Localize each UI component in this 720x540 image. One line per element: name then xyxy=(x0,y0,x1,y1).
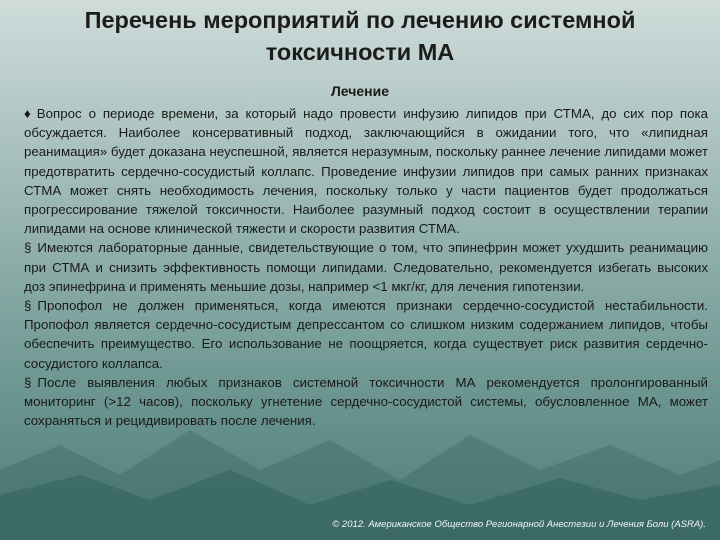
paragraph-text: После выявления любых признаков системной токсичности МА рекомендуется пролонгированный мониторинг (>12 часов), поскольку угнетение сердечно-сосудистой системы, обусловленное МА, может сохраняться и рецидивировать после лечения. xyxy=(24,374,708,429)
paragraph-text: Пропофол не должен применяться, когда имеются признаки сердечно-сосудистой нестабильности. Пропофол является сердечно-сосудистым депрессантом со слишком низким содержанием липидов, чтобы обеспечить преимущество. Его использование не поощряется, когда существует риск развития сердечно-сосудистого коллапса. xyxy=(24,298,708,371)
paragraph xyxy=(24,238,708,296)
section-bullet-icon: § xyxy=(24,374,32,390)
section-heading: Лечение xyxy=(330,83,390,99)
title-line-2: токсичности МА xyxy=(265,39,455,65)
section-bullet-icon: § xyxy=(24,240,32,256)
paragraph xyxy=(24,296,708,373)
paragraph-text: Имеются лабораторные данные, свидетельствующие о том, что эпинефрин может ухудшить реанимацию при СТМА и снизить эффективность помощи липидами. Следовательно, рекомендуется избегать высоких доз эпинефрина и применять меньшие дозы, например <1 мкг/кг, для лечения гипотензии. xyxy=(24,240,708,294)
body-text xyxy=(24,104,708,430)
title-line-1: Перечень мероприятий по лечению системной xyxy=(84,7,636,33)
paragraph xyxy=(24,373,708,431)
section-bullet-icon: § xyxy=(24,298,32,314)
paragraph xyxy=(24,104,708,238)
copyright-footer: © 2012. Американское Общество Регионарной Анестезии и Лечения Боли (ASRA). xyxy=(332,519,706,530)
page-title xyxy=(20,4,700,68)
paragraph-text: Вопрос о периоде времени, за который надо провести инфузию липидов при СТМА, до сих пор пока обсуждается. Наиболее консервативный подход, заключающийся в ожидании того, что «липидная реанимация» будет доказана неуспешной, является неразумным, поскольку раннее лечение липидами может предотвратить сердечно-сосудистый коллапс. Проведение инфузии липидов при самых ранних признаках СТМА может снять необходимость лечения, поскольку только у части пациентов будет продолжаться прогрессирование тяжелой токсичности. Наиболее разумный подход состоит в осуществлении терапии липидами на основе клинической тяжести и скорости развития СТМА. xyxy=(24,106,708,237)
diamond-bullet-icon: ♦ xyxy=(24,106,31,121)
